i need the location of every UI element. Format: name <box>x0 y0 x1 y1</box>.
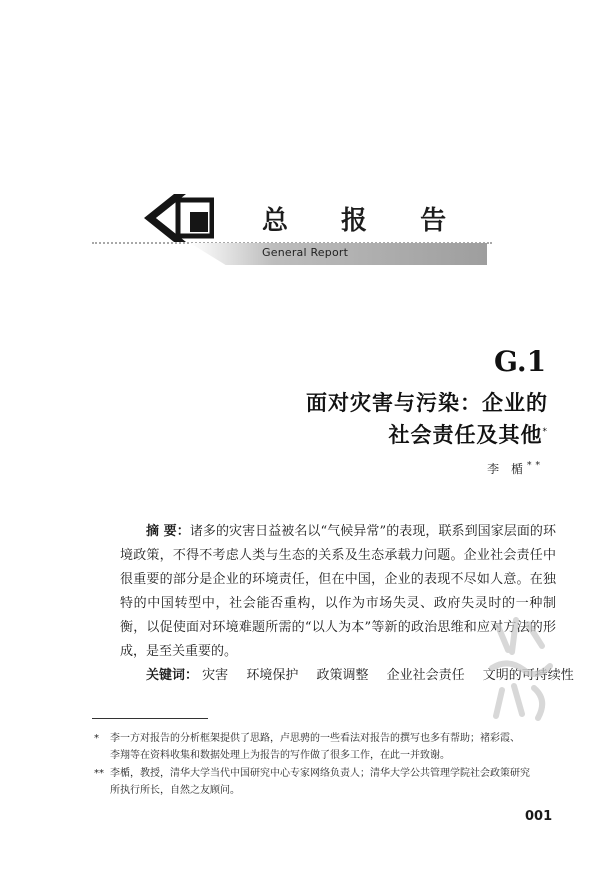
page-number: 001 <box>525 809 553 824</box>
section-subtitle: General Report <box>262 246 349 259</box>
footnote-1-text: 李一方对报告的分析框架提供了思路，卢思骋的一些看法对报告的撰写也多有帮助；褚彩霞、 <box>110 733 520 744</box>
keyword-item: 政策调整 <box>316 668 369 683</box>
title-footnote-mark: * <box>542 427 548 437</box>
footnote-2-line2: 所执行所长，自然之友顾问。 <box>110 785 240 796</box>
footnote-mark: ** <box>94 768 104 779</box>
footnote-1-line2: 李翔等在资料收集和数据处理上为报告的写作做了很多工作，在此一并致谢。 <box>110 750 450 761</box>
footnote-1-line1 <box>94 730 564 747</box>
footnote-rule <box>92 718 208 719</box>
keyword-item: 灾害 <box>202 668 229 683</box>
abstract-text: 诸多的灾害日益被名以“气候异常”的表现，联系到国家层面的环境政策，不得不考虑人类与生态的关系及生态承载力问题。企业社会责任中很重要的部分是企业的环境责任，但在中国，企业的表现不尽如人意。在独特的中国转型中，社会能否重构，以作为市场失灵、政府失灵时的一种制衡，以促使面对环境难题所需的“以人为本”等新的政治思维和应对方法的形成，是至关重要的。 <box>120 524 557 659</box>
keyword-item: 企业社会责任 <box>386 668 465 683</box>
article-title-line1: 面对灾害与污染：企业的 <box>306 391 548 415</box>
section-logo-icon <box>134 192 214 242</box>
keywords-label: 关键词： <box>146 668 199 683</box>
author <box>487 460 544 477</box>
article-title-line2 <box>389 419 549 449</box>
author-footnote-mark: ** <box>527 461 544 471</box>
author-name: 李 楯 <box>487 462 527 476</box>
keyword-item: 文明的可持续性 <box>482 668 574 683</box>
article-title-line2-text: 社会责任及其他 <box>388 423 543 447</box>
footnote-2-text: 李楯，教授，清华大学当代中国研究中心专家网络负责人；清华大学公共管理学院社会政策研究 <box>110 768 530 779</box>
footnote-1 <box>94 730 564 764</box>
footnote-2-line1 <box>94 765 564 782</box>
abstract-label: 摘 要： <box>146 524 190 539</box>
keyword-item: 环境保护 <box>246 668 299 683</box>
footnote-2 <box>94 765 564 799</box>
footnote-mark: * <box>94 733 99 744</box>
watermark-icon <box>478 606 568 726</box>
section-title: 总 报 告 <box>262 206 469 236</box>
chapter-number: G.1 <box>494 345 547 378</box>
